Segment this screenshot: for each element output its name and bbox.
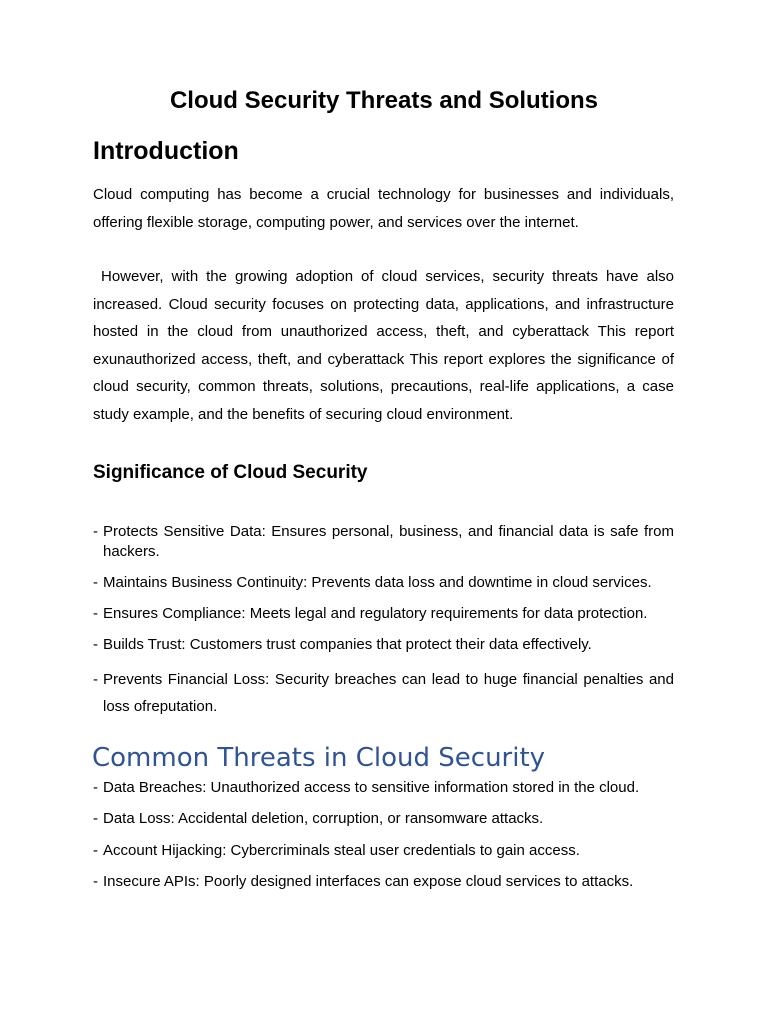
document-title: Cloud Security Threats and Solutions [169,87,599,114]
bullet-dash: - [93,523,98,540]
introduction-paragraph: However, with the growing adoption of cloud services, security threats have also increased. Cloud security focuses on protecting data, applications, and infrastructure hosted in the cloud from unauthorized access, theft, and cyberattack This report exunauthorized access, theft, and cyberattack This report explores the significance of cloud security, common threats, solutions, precautions, real-life applications, a case study example, and the benefits of securing cloud environment. [93,268,679,423]
bullet-dash: - [93,872,98,890]
bullet-dash: - [93,779,98,796]
list-item [93,778,674,798]
list-item [93,635,674,655]
list-item [93,666,674,721]
bullet-dash: - [93,670,98,688]
significance-heading: Significance of Cloud Security [93,462,368,483]
bullet-dash: - [93,635,98,653]
introduction-heading: Introduction [93,137,239,165]
common-threats-heading: Common Threats in Cloud Security [92,743,546,773]
list-item-text: Insecure APIs: Poorly designed interfaces can expose cloud services to attacks. [103,872,634,890]
bullet-dash: - [93,810,98,828]
list-item-text: Ensures Compliance: Meets legal and regulatory requirements for data protection. [103,604,648,622]
list-item-text: Maintains Business Continuity: Prevents data loss and downtime in cloud services. [103,573,652,591]
list-item [93,573,674,593]
introduction-paragraph: Cloud computing has become a crucial technology for businesses and individuals, offering flexible storage, computing power, and services over the internet. [93,186,674,231]
significance-list [93,522,674,721]
bullet-dash: - [93,604,98,622]
bullet-dash: - [93,573,98,591]
list-item-text: Account Hijacking: Cybercriminals steal user credentials to gain access. [103,841,580,859]
common-threats-list [93,778,674,903]
list-item [93,872,674,892]
list-item-text: Prevents Financial Loss: Security breaches can lead to huge financial penalties and loss ofreputation. [103,670,674,715]
list-item-text: Data Loss: Accidental deletion, corruption, or ransomware attacks. [103,810,544,828]
list-item [93,809,674,829]
list-item [93,522,674,561]
list-item [93,604,674,624]
list-item-text: Builds Trust: Customers trust companies that protect their data effectively. [103,635,592,653]
list-item-text: Protects Sensitive Data: Ensures personal, business, and financial data is safe from hackers. [103,523,674,560]
bullet-dash: - [93,841,98,859]
list-item-text: Data Breaches: Unauthorized access to sensitive information stored in the cloud. [103,779,640,796]
list-item [93,841,674,861]
